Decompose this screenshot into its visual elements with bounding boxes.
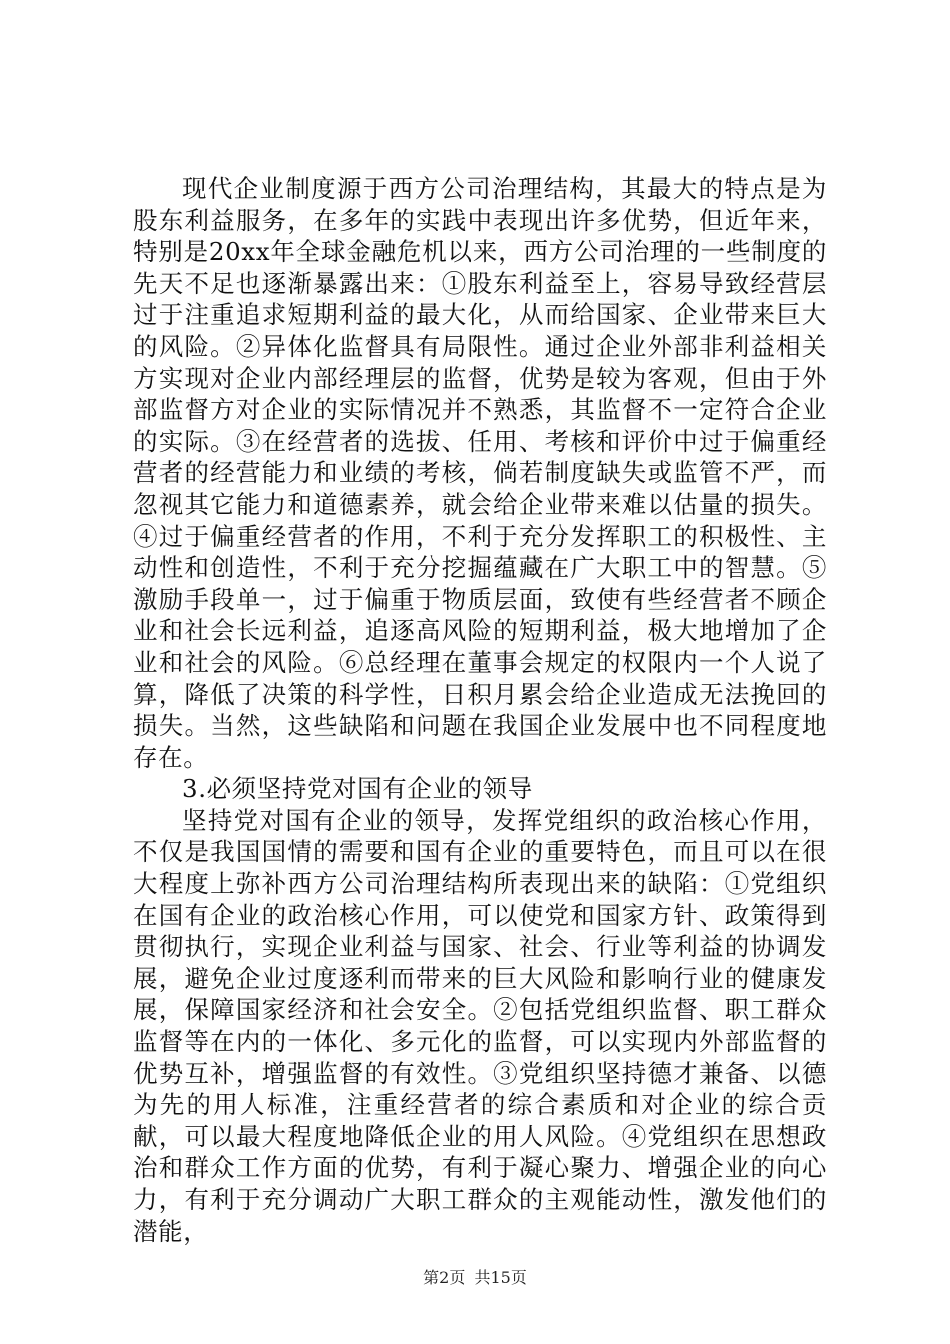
paragraph-western-governance: 现代企业制度源于西方公司治理结构，其最大的特点是为股东利益服务，在多年的实践中表现出许多优势，但近年来，特别是20xx年全球金融危机以来，西方公司治理的一些制度的先天不足也逐渐暴露出来：①股东利益至上，容易导致经营层过于注重追求短期利益的最大化，从而给国家、企业带来巨大的风险。②异体化监督具有局限性。通过企业外部非利益相关方实现对企业内部经理层的监督，优势是较为客观，但由于外部监督方对企业的实际情况并不熟悉，其监督不一定符合企业的实际。③在经营者的选拔、任用、考核和评价中过于偏重经营者的经营能力和业绩的考核，倘若制度缺失或监管不严，而忽视其它能力和道德素养，就会给企业带来难以估量的损失。④过于偏重经营者的作用，不利于充分发挥职工的积极性、主动性和创造性，不利于充分挖掘蕴藏在广大职工中的智慧。⑤激励手段单一，过于偏重于物质层面，致使有些经营者不顾企业和社会长远利益，追逐高风险的短期利益，极大地增加了企业和社会的风险。⑥总经理在董事会规定的权限内一个人说了算，降低了决策的科学性，日积月累会给企业造成无法挽回的损失。当然，这些缺陷和问题在我国企业发展中也不同程度地存在。: [133, 174, 827, 772]
page-number: 第2页: [423, 1268, 466, 1287]
page-footer: [0, 1268, 950, 1288]
document-body: [133, 173, 827, 1247]
section-heading: 3.必须坚持党对国有企业的领导: [182, 774, 533, 804]
paragraph-party-leadership: 坚持党对国有企业的领导，发挥党组织的政治核心作用，不仅是我国国情的需要和国有企业的重要特色，而且可以在很大程度上弥补西方公司治理结构所表现出来的缺陷：①党组织在国有企业的政治核心作用，可以使党和国家方针、政策得到贯彻执行，实现企业利益与国家、社会、行业等利益的协调发展，避免企业过度逐利而带来的巨大风险和影响行业的健康发展，保障国家经济和社会安全。②包括党组织监督、职工群众监督等在内的一体化、多元化的监督，可以实现内外部监督的优势互补，增强监督的有效性。③党组织坚持德才兼备、以德为先的用人标准，注重经营者的综合素质和对企业的综合贡献，可以最大程度地降低企业的用人风险。④党组织在思想政治和群众工作方面的优势，有利于凝心聚力、增强企业的向心力，有利于充分调动广大职工群众的主观能动性，激发他们的潜能，: [133, 805, 827, 1246]
page-total: 共15页: [474, 1268, 527, 1287]
